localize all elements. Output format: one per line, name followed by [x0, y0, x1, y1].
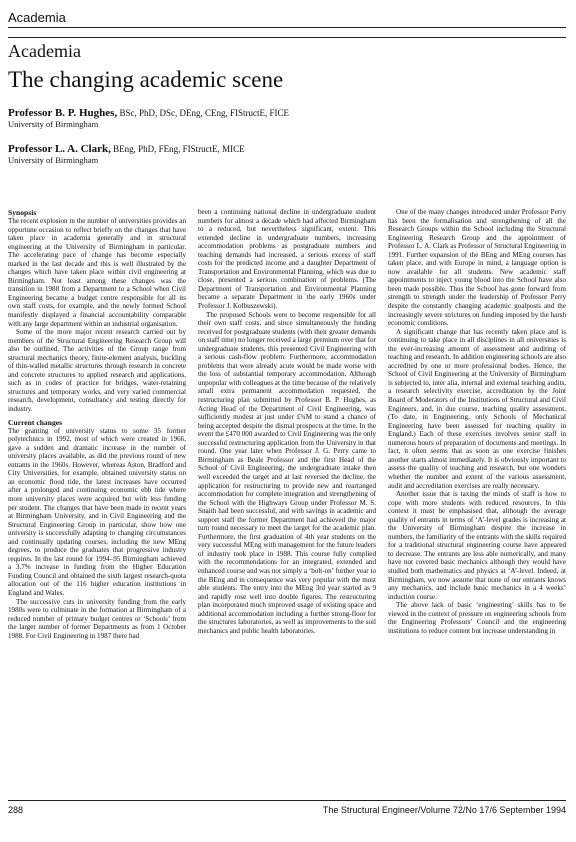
column-1 — [8, 208, 186, 788]
author-2-degrees: BEng, PhD, FEng, FIStructE, MICE — [110, 144, 245, 154]
column-3 — [388, 208, 566, 788]
column-3-paragraph-2: A significant change that has recently taken place and is continuing to take place in all disciplines in all universities is the ever-increasing amount of assessment and auditing of teaching and research. In addition engineering schools are also accredited by one or more professional bodies. Hence, the School of Civil Engineering at the University of Birmingham is subjected to, inter alia, internal and external teaching audits, a research selectivity exercise, accreditation by the Joint Board of Moderators of the Institutions of Structural and Civil Engineers, and, in due course, teaching quality assessment. (To date, in Engineering, only Schools of Mechanical Engineering have been assessed for teaching quality in England.) Each of these exercises involves senior staff in numerous hours of preparation of documents and meetings. In fact, it often seems that as soon as one exercise finishes another starts almost immediately. It is obviously important to assess the quality of teaching and research, but one wonders whether the number and extent of the various assessment, audit and accreditation exercises are really necessary. — [388, 327, 566, 490]
author-2 — [8, 144, 245, 166]
section-title: Academia — [8, 41, 81, 61]
page-number: 288 — [8, 805, 24, 815]
column-2-paragraph-2: The proposed Schools were to become responsible for all their own staff costs, and since simultaneously the funding received for postgraduate students (with their greater demands on staff time) no longer received a large premium over that for undergraduate students, this presented Civil Engineering with a serious cash-flow problem. Furthermore, accommodation problems that were already acute would be made worse with the loss of substantial temporary accommodation. Although unpopular with colleagues at the time because of the relatively small extra permanent accommodation requested, the restructuring plan submitted by Professor B. P. Hughes, as Acting Head of the Department of Civil Engineering, was sufficiently modest at just under £¾M to stand a chance of being accepted despite the dismal prospects at the time. In the event the £470 000 awarded to Civil Engineering was the only successful restructuring application from the University in that round. One year later when Professor J. G. Perry came to Birmingham as Beale Professor and the first Head of the School of Civil Engineering, the undergraduate intake then well exceeded the target and at last reversed the decline, the application for restructuring to provide new and rearranged accommodation for complete integration and strengthening of the School with the Highways Group under Professor M. S. Snaith had been successful, and with savings in academic and support staff the former Department had achieved the major turn round necessary to meet the target for the academic plan. Furthermore, the first graduation of 4th year students on the very successful MEng with management for the future leaders of industry took place in 1988. This course fully complied with the recommendations for an integrated, extended and enhanced course and was not simply a ‘bolt-on’ further year to the BEng and in consequence was very popular with the most able students. The entry into the MEng 3rd year started as 9 and rapidly rose well into double figures. The restructuring plan incorporated much improved usage of existing space and additional accommodation including a further strong-floor for the structures laboratories, as well as improvements to the soil mechanics and public health laboratories. — [198, 310, 376, 635]
column-3-paragraph-4: The above lack of basic ‘engineering’ skills has to be viewed in the context of pressure on engineering schools from the Engineering Professors’ Council and the engineering institutions to reduce content but increase understanding in — [388, 601, 566, 635]
current-changes-paragraph-1: The granting of university status to some 35 former polytechnics in 1992, most of which were created in 1966, gave a sudden and dramatic increase in the number of university places available, as did the previous round of new entrants in the 1960s. However, whereas Aston, Bradford and City Universities, for example, obtained university status on an economic flood tide, the latest increases have occurred after a prolonged and continuing economic ebb tide where more university places were acquired but with less funding per student. The changes that have been made in recent years at Birmingham University, and in Civil Engineering and the Structural Engineering Group in particular, show how one university is successfully adapting to changing circumstances and continually updating courses, including the new MEng degrees, to produce the graduates that progressive industry requires. In the last round for 1994–95 Birmingham achieved a 3.7% increase in funding from the Higher Education Funding Council and obtained the sixth largest research-quota allocation out of the 116 higher education institutions in England and Wales. — [8, 426, 186, 597]
column-3-paragraph-1: One of the many changes introduced under Professor Perry has been the formalisation and strengthening of all the Research Groups within the School including the Structural Engineering Research Group and the appointment of Professor L. A. Clark as Professor of Structural Engineering in 1991. Further expansion of the BEng and MEng courses has taken place, and with Europe in mind, a language option is now available for all students. New academic staff appointments to inject young blood into the School have also been made possible. Thus the School has gone forward from strength to strength under the leadership of Professor Perry despite the constantly changing academic goalposts and the increasingly severe strictures on funding imposed by the harsh economic conditions. — [388, 208, 566, 328]
synopsis-heading: Synopsis — [8, 208, 37, 217]
article-title: The changing academic scene — [8, 67, 284, 92]
synopsis-paragraph-1: The recent explosion in the number of universities provides an opportune occasion to reflect briefly on the changes that have taken place in academia generally and in structural engineering at the University of Birmingham in particular. The accelerating pace of change has become especially marked in the last decade and this is well illustrated by the changes which have taken place within civil engineering at Birmingham. Not least among these changes was the transition in 1988 from a Department to a School when Civil Engineering became a budget centre responsible for all its own staff costs, for example, and the newly formed School manifestly displayed a financial accountability comparable with any large department within an industrial organisation. — [8, 217, 186, 328]
author-1-affiliation: University of Birmingham — [8, 119, 99, 129]
author-1-name: Professor B. P. Hughes, — [8, 107, 118, 119]
column-2-paragraph-1: been a continuing national decline in undergraduate student numbers for almost a decade which had affected Birmingham to a reduced, but nevertheless significant, extent. This extended decline in undergraduate numbers, increasing accommodation problems as postgraduate numbers and teaching demands had increased, a serious excess of staff costs for the predicted income and a daughter Department of Transportation and Environmental Planning, which was due to close, presented a serious combination of problems. (The Department of Transportation and Environmental Planning became a separate Department in the early 1960s under Professor J. Kolbuszewski). — [198, 208, 376, 311]
current-changes-heading: Current changes — [8, 417, 63, 427]
column-3-paragraph-3: Another issue that is taxing the minds of staff is how to cope with more students with reduced resources. In this context it must be emphasised that, although the average quality of entrants in terms of ‘A’-level grades is increasing at the University of Birmingham despite the increase in numbers, the familiarity of the entrants with the skills required for a traditional structural engineering course have appeared to decrease. The entrants are less able numerically, and many have not covered basic mechanics although they would have studied both mathematics and physics at ‘A’-level. Indeed, at Birmingham, we now assume that none of our entrants knows any mechanics, and include basic mechanics in a 4 weeks’ induction course. — [388, 490, 566, 601]
current-changes-paragraph-2: The successive cuts in university funding from the early 1980s were to culminate in the formation at Birmingham of a reduced number of primary budget centres or ‘Schools’ from the larger number of former Departments as from 1 October 1988. For Civil Engineering in 1987 there had — [8, 597, 186, 640]
article-body — [8, 208, 566, 788]
author-1 — [8, 108, 289, 130]
journal-citation: The Structural Engineer/Volume 72/No 17/6 September 1994 — [322, 805, 566, 815]
header-rule — [8, 37, 566, 38]
footer-rule — [8, 800, 566, 801]
author-2-affiliation: University of Birmingham — [8, 155, 99, 165]
author-2-name: Professor L. A. Clark, — [8, 143, 111, 155]
running-head: Academia — [8, 10, 566, 28]
synopsis-paragraph-2: Some of the more major recent research carried out by members of the Structural Engineering Research Group will also be outlined. The activities of the Group range from structural mechanics theory, finite-element analysis, buckling of thin-walled metallic structures through research in concrete and concrete structures to applied research and applications, such as in codes of practice for bridges, water-retaining structures and temporary works, and very varied commercial research, development, consultancy and testing directly for industry. — [8, 328, 186, 414]
author-1-degrees: BSc, PhD, DSc, DEng, CEng, FIStructE, FICE — [117, 108, 289, 118]
column-2 — [198, 208, 376, 788]
